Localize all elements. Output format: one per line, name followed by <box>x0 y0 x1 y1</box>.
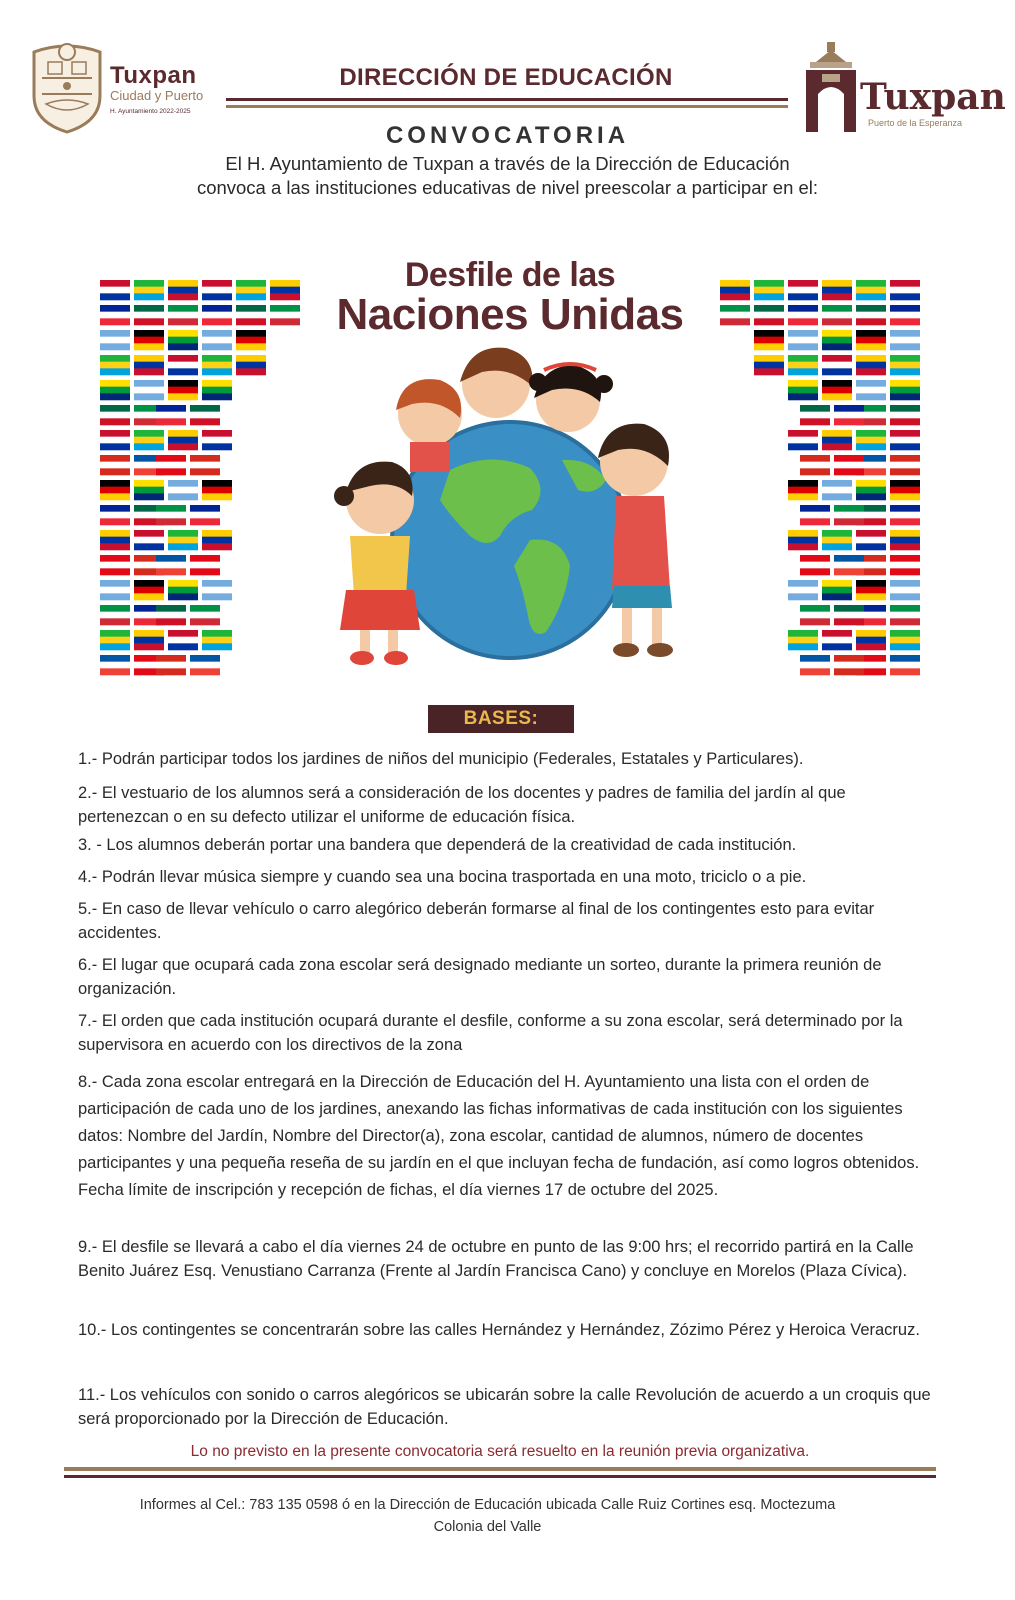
flags-collage-left <box>100 278 300 684</box>
flag-icon <box>754 280 784 300</box>
flag-icon <box>100 430 130 450</box>
intro-line-1: El H. Ayuntamiento de Tuxpan a través de la Dirección de Educación <box>225 153 790 174</box>
flag-icon <box>788 530 818 550</box>
flag-icon <box>100 380 130 400</box>
flag-icon <box>168 330 198 350</box>
header-divider <box>226 98 788 101</box>
flag-icon <box>202 280 232 300</box>
flag-icon <box>834 455 864 475</box>
flag-icon <box>822 355 852 375</box>
flag-icon <box>168 280 198 300</box>
flag-icon <box>834 655 864 675</box>
flag-icon <box>800 505 830 525</box>
flag-icon <box>890 330 920 350</box>
flag-icon <box>856 305 886 325</box>
flag-icon <box>100 455 130 475</box>
flag-icon <box>100 505 130 525</box>
flag-icon <box>890 355 920 375</box>
flag-icon <box>190 655 220 675</box>
flag-icon <box>134 380 164 400</box>
flag-icon <box>890 580 920 600</box>
flag-icon <box>190 455 220 475</box>
flag-icon <box>788 480 818 500</box>
flag-icon <box>856 530 886 550</box>
flag-icon <box>856 280 886 300</box>
children-globe-illustration <box>300 340 710 680</box>
flag-icon <box>788 580 818 600</box>
base-item-9: 9.- El desfile se llevará a cabo el día viernes 24 de octubre en punto de las 9:00 hrs; el recorrido partirá en la Calle Benito Juárez Esq. Venustiano Carranza (Frente al Jardín Francisca Cano) y concluye en Morelos (Plaza Cívica). <box>78 1238 914 1280</box>
flag-icon <box>156 655 186 675</box>
flag-icon <box>720 280 750 300</box>
department-title: DIRECCIÓN DE EDUCACIÓN <box>339 64 673 91</box>
flag-icon <box>236 305 266 325</box>
flag-icon <box>890 380 920 400</box>
flag-icon <box>134 630 164 650</box>
footer-divider-accent <box>64 1467 936 1471</box>
base-item-2: 2.- El vestuario de los alumnos será a consideración de los docentes y padres de familia del jardín al que pertenezcan o en su defecto utilizar el uniforme de educación física. <box>78 784 846 826</box>
flag-icon <box>100 605 130 625</box>
base-item-6: 6.- El lugar que ocupará cada zona escolar será designado mediante un sorteo, durante la primera reunión de organización. <box>78 956 882 998</box>
base-item-5: 5.- En caso de llevar vehículo o carro alegórico deberán formarse al final de los contingentes esto para evitar accidentes. <box>78 900 875 942</box>
flag-icon <box>190 505 220 525</box>
left-logo-brand: Tuxpan <box>110 62 197 89</box>
flag-icon <box>202 380 232 400</box>
flag-icon <box>754 330 784 350</box>
flag-icon <box>134 480 164 500</box>
flag-icon <box>134 280 164 300</box>
flag-icon <box>788 330 818 350</box>
flag-icon <box>800 455 830 475</box>
base-item-7: 7.- El orden que cada institución ocupará durante el desfile, conforme a su zona escolar, será determinado por la supervisora en acuerdo con los directivos de la zona <box>78 1012 903 1054</box>
event-title-line-2: Naciones Unidas <box>336 290 684 339</box>
flag-icon <box>168 355 198 375</box>
left-logo-small-text: H. Ayuntamiento 2022-2025 <box>110 108 191 115</box>
flag-icon <box>720 305 750 325</box>
flag-icon <box>890 455 920 475</box>
flag-icon <box>890 430 920 450</box>
flag-icon <box>202 480 232 500</box>
flag-icon <box>834 505 864 525</box>
flag-icon <box>202 580 232 600</box>
right-logo-subtitle: Puerto de la Esperanza <box>868 118 963 128</box>
contact-info <box>0 1494 975 1538</box>
flag-icon <box>156 505 186 525</box>
flag-icon <box>270 280 300 300</box>
flag-icon <box>236 355 266 375</box>
flag-icon <box>236 330 266 350</box>
flag-icon <box>100 555 130 575</box>
footer-divider <box>64 1475 936 1478</box>
left-logo-subtitle: Ciudad y Puerto <box>110 88 204 103</box>
flag-icon <box>100 330 130 350</box>
flag-icon <box>190 605 220 625</box>
flag-icon <box>100 630 130 650</box>
flag-icon <box>202 430 232 450</box>
flag-icon <box>856 630 886 650</box>
contact-line-2: Colonia del Valle <box>433 1519 542 1535</box>
flag-icon <box>800 605 830 625</box>
flag-icon <box>822 580 852 600</box>
flag-icon <box>822 630 852 650</box>
flag-icon <box>856 380 886 400</box>
flag-icon <box>190 555 220 575</box>
flag-icon <box>890 630 920 650</box>
flag-icon <box>100 305 130 325</box>
flag-icon <box>156 605 186 625</box>
flag-icon <box>168 305 198 325</box>
flag-icon <box>754 355 784 375</box>
flag-icon <box>890 280 920 300</box>
base-item-1: 1.- Podrán participar todos los jardines de niños del municipio (Federales, Estatales y Particulares). <box>78 750 804 768</box>
base-item-3: 3. - Los alumnos deberán portar una bandera que dependerá de la creatividad de cada institución. <box>78 836 797 854</box>
flag-icon <box>890 480 920 500</box>
flag-icon <box>134 430 164 450</box>
flag-icon <box>856 355 886 375</box>
flag-icon <box>168 530 198 550</box>
flag-icon <box>202 630 232 650</box>
flag-icon <box>100 580 130 600</box>
flag-icon <box>156 405 186 425</box>
flag-icon <box>100 655 130 675</box>
flag-icon <box>100 355 130 375</box>
flag-icon <box>822 530 852 550</box>
flag-icon <box>822 330 852 350</box>
flag-icon <box>788 430 818 450</box>
flag-icon <box>788 380 818 400</box>
flag-icon <box>822 280 852 300</box>
flag-icon <box>834 605 864 625</box>
flag-icon <box>134 355 164 375</box>
flag-icon <box>270 305 300 325</box>
city-seal-icon <box>28 38 106 134</box>
flag-icon <box>890 305 920 325</box>
flag-icon <box>202 305 232 325</box>
intro-text <box>0 152 1015 200</box>
flag-icon <box>788 630 818 650</box>
event-title-line-1: Desfile de las <box>404 256 616 294</box>
flag-icon <box>168 380 198 400</box>
flag-icon <box>822 380 852 400</box>
flag-icon <box>134 580 164 600</box>
flag-icon <box>834 405 864 425</box>
closing-note: Lo no previsto en la presente convocatoria será resuelto en la reunión previa organizativa. <box>190 1443 810 1460</box>
flag-icon <box>168 630 198 650</box>
header-divider-accent <box>226 105 788 108</box>
base-item-8: 8.- Cada zona escolar entregará en la Dirección de Educación del H. Ayuntamiento una lista con el orden de participación de cada uno de los jardines, anexando las fichas informativas de cada institución con los siguientes datos: Nombre del Jardín, Nombre del Director(a), zona escolar, cantidad de alumnos, número de docentes participantes y una pequeña reseña de su jardín en el que incluyan fecha de fundación, así como logros obtenidos. Fecha límite de inscripción y recepción de fichas, el día viernes 17 de octubre del 2025. <box>78 1073 920 1199</box>
intro-line-2: convoca a las instituciones educativas de nivel preescolar a participar en el: <box>196 177 819 198</box>
flag-icon <box>822 430 852 450</box>
flag-icon <box>890 405 920 425</box>
flag-icon <box>856 580 886 600</box>
flag-icon <box>890 555 920 575</box>
flag-icon <box>100 480 130 500</box>
base-item-4: 4.- Podrán llevar música siempre y cuando sea una bocina trasportada en una moto, triciclo o a pie. <box>78 868 807 886</box>
flag-icon <box>156 455 186 475</box>
flag-icon <box>800 405 830 425</box>
flag-icon <box>856 330 886 350</box>
flag-icon <box>156 555 186 575</box>
flag-icon <box>822 305 852 325</box>
base-item-11: 11.- Los vehículos con sonido o carros alegóricos se ubicarán sobre la calle Revolución de acuerdo a un croquis que será proporcionado por la Dirección de Educación. <box>78 1386 931 1428</box>
flag-icon <box>168 480 198 500</box>
flag-icon <box>856 480 886 500</box>
flag-icon <box>100 530 130 550</box>
flag-icon <box>890 655 920 675</box>
flag-icon <box>202 330 232 350</box>
flag-icon <box>202 355 232 375</box>
flag-icon <box>788 305 818 325</box>
flag-icon <box>788 355 818 375</box>
page-title: CONVOCATORIA <box>385 122 630 149</box>
right-logo-brand: Tuxpan <box>860 76 1006 118</box>
base-item-10: 10.- Los contingentes se concentrarán sobre las calles Hernández y Hernández, Zózimo Pérez y Heroica Veracruz. <box>78 1321 920 1339</box>
flag-icon <box>202 530 232 550</box>
flag-icon <box>754 305 784 325</box>
flag-icon <box>822 480 852 500</box>
flag-icon <box>834 555 864 575</box>
flags-collage-right <box>720 278 920 684</box>
flag-icon <box>800 555 830 575</box>
flag-icon <box>800 655 830 675</box>
flag-icon <box>890 530 920 550</box>
flag-icon <box>100 405 130 425</box>
flag-icon <box>134 530 164 550</box>
bases-heading: BASES: <box>428 705 574 733</box>
flag-icon <box>168 430 198 450</box>
flag-icon <box>134 330 164 350</box>
flag-icon <box>190 405 220 425</box>
flag-icon <box>890 505 920 525</box>
flag-icon <box>890 605 920 625</box>
flag-icon <box>236 280 266 300</box>
flag-icon <box>788 280 818 300</box>
flag-icon <box>168 580 198 600</box>
flag-icon <box>856 430 886 450</box>
flag-icon <box>100 280 130 300</box>
flag-icon <box>134 305 164 325</box>
contact-line-1: Informes al Cel.: 783 135 0598 ó en la Dirección de Educación ubicada Calle Ruiz Cortines esq. Moctezuma <box>139 1497 836 1513</box>
